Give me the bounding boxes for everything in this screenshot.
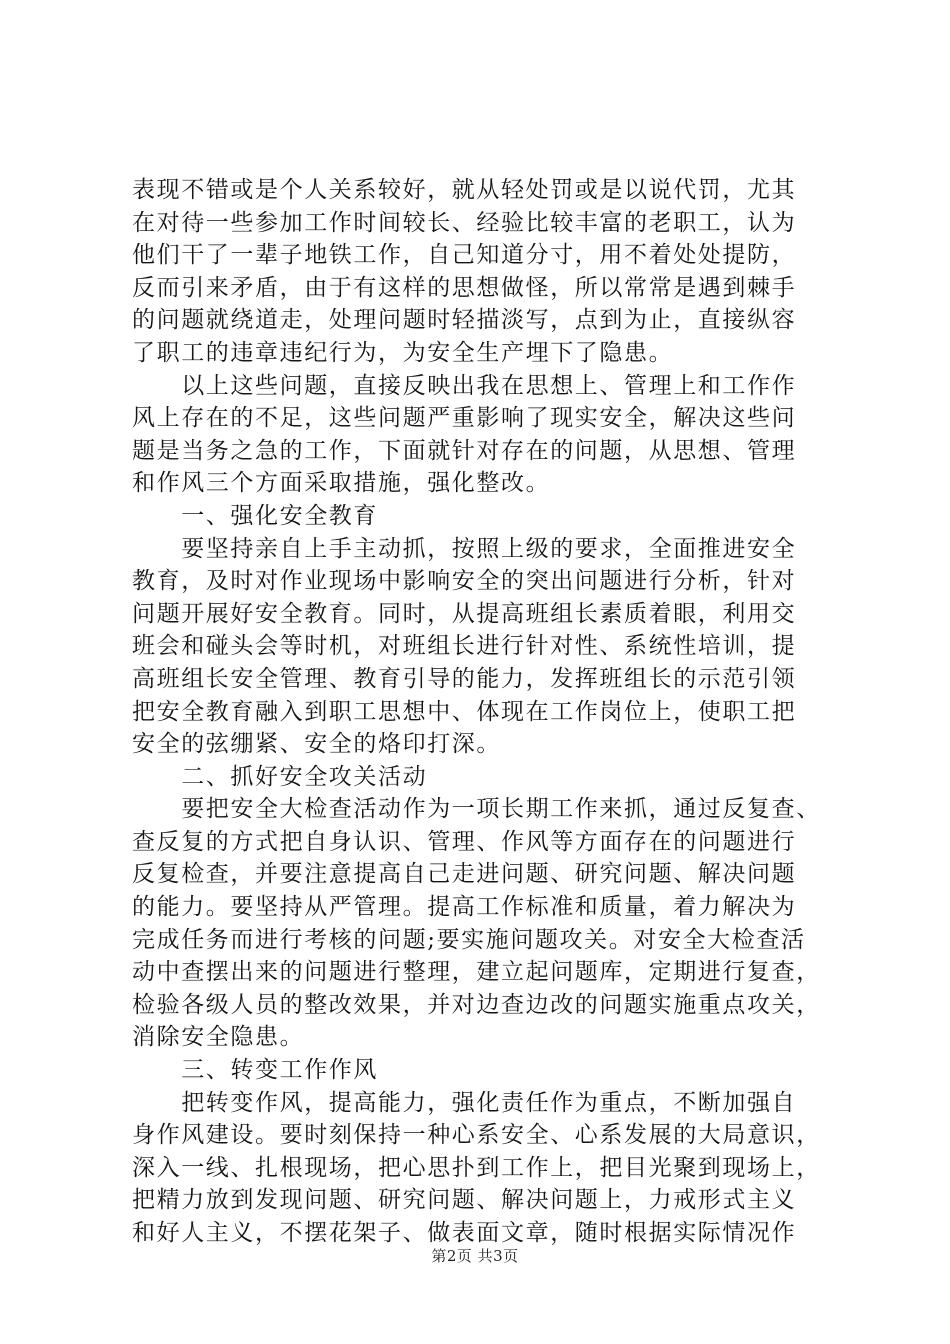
text-line: 问题开展好安全教育。同时，从提高班组长素质着眼，利用交	[132, 600, 797, 627]
text-line: 的问题就绕道走，处理问题时轻描淡写，点到为止，直接纵容	[132, 307, 797, 334]
text-line: 表现不错或是个人关系较好，就从轻处罚或是以说代罚，尤其	[132, 177, 797, 203]
text-line: 查反复的方式把自身认识、管理、作风等方面存在的问题进行	[132, 828, 797, 855]
text-line: 二、抓好安全攻关活动	[132, 763, 428, 790]
text-line: 完成任务而进行考核的问题;要实施问题攻关。对安全大检查活	[132, 926, 806, 953]
text-line: 高班组长安全管理、教育引导的能力，发挥班组长的示范引领	[132, 665, 797, 692]
text-line: 反而引来矛盾，由于有这样的思想做怪，所以常常是遇到棘手	[132, 274, 797, 301]
text-line: 深入一线、扎根现场，把心思扑到工作上，把目光聚到现场上，	[132, 1154, 821, 1181]
text-line: 要把安全大检查活动作为一项长期工作来抓，通过反复查、	[132, 796, 821, 823]
text-line: 动中查摆出来的问题进行整理，建立起问题库，定期进行复查，	[132, 959, 821, 986]
text-line: 风上存在的不足，这些问题严重影响了现实安全，解决这些问	[132, 405, 797, 432]
text-line: 身作风建设。要时刻保持一种心系安全、心系发展的大局意识，	[132, 1122, 821, 1149]
text-line: 教育，及时对作业现场中影响安全的突出问题进行分析，针对	[132, 568, 797, 595]
text-line: 把安全教育融入到职工思想中、体现在工作岗位上，使职工把	[132, 698, 797, 725]
text-line: 了职工的违章违纪行为，为安全生产埋下了隐患。	[132, 339, 674, 366]
text-line: 和好人主义，不摆花架子、做表面文章，随时根据实际情况作	[132, 1220, 797, 1246]
text-line: 消除安全隐患。	[132, 1024, 305, 1051]
text-line: 一、强化安全教育	[132, 502, 378, 529]
text-line: 把精力放到发现问题、研究问题、解决问题上，力戒形式主义	[132, 1187, 797, 1214]
text-line: 以上这些问题，直接反映出我在思想上、管理上和工作作	[132, 372, 797, 399]
text-line: 要坚持亲自上手主动抓，按照上级的要求，全面推进安全	[132, 535, 797, 562]
text-line: 检验各级人员的整改效果，并对边查边改的问题实施重点攻关，	[132, 991, 821, 1018]
text-line: 安全的弦绷紧、安全的烙印打深。	[132, 731, 501, 758]
text-line: 的能力。要坚持从严管理。提高工作标准和质量，着力解决为	[132, 894, 797, 921]
page-footer: 第2页 共3页	[431, 1247, 519, 1265]
text-line: 和作风三个方面采取措施，强化整改。	[132, 470, 551, 497]
text-line: 题是当务之急的工作，下面就针对存在的问题，从思想、管理	[132, 437, 797, 464]
text-line: 反复检查，并要注意提高自己走进问题、研究问题、解决问题	[132, 861, 797, 888]
text-line: 三、转变工作作风	[132, 1057, 378, 1084]
text-line: 班会和碰头会等时机，对班组长进行针对性、系统性培训，提	[132, 633, 797, 660]
text-line: 他们干了一辈子地铁工作，自己知道分寸，用不着处处提防，	[132, 242, 797, 269]
document-body	[132, 174, 832, 1250]
text-line: 在对待一些参加工作时间较长、经验比较丰富的老职工，认为	[132, 209, 797, 236]
text-line: 把转变作风，提高能力，强化责任作为重点，不断加强自	[132, 1089, 797, 1116]
